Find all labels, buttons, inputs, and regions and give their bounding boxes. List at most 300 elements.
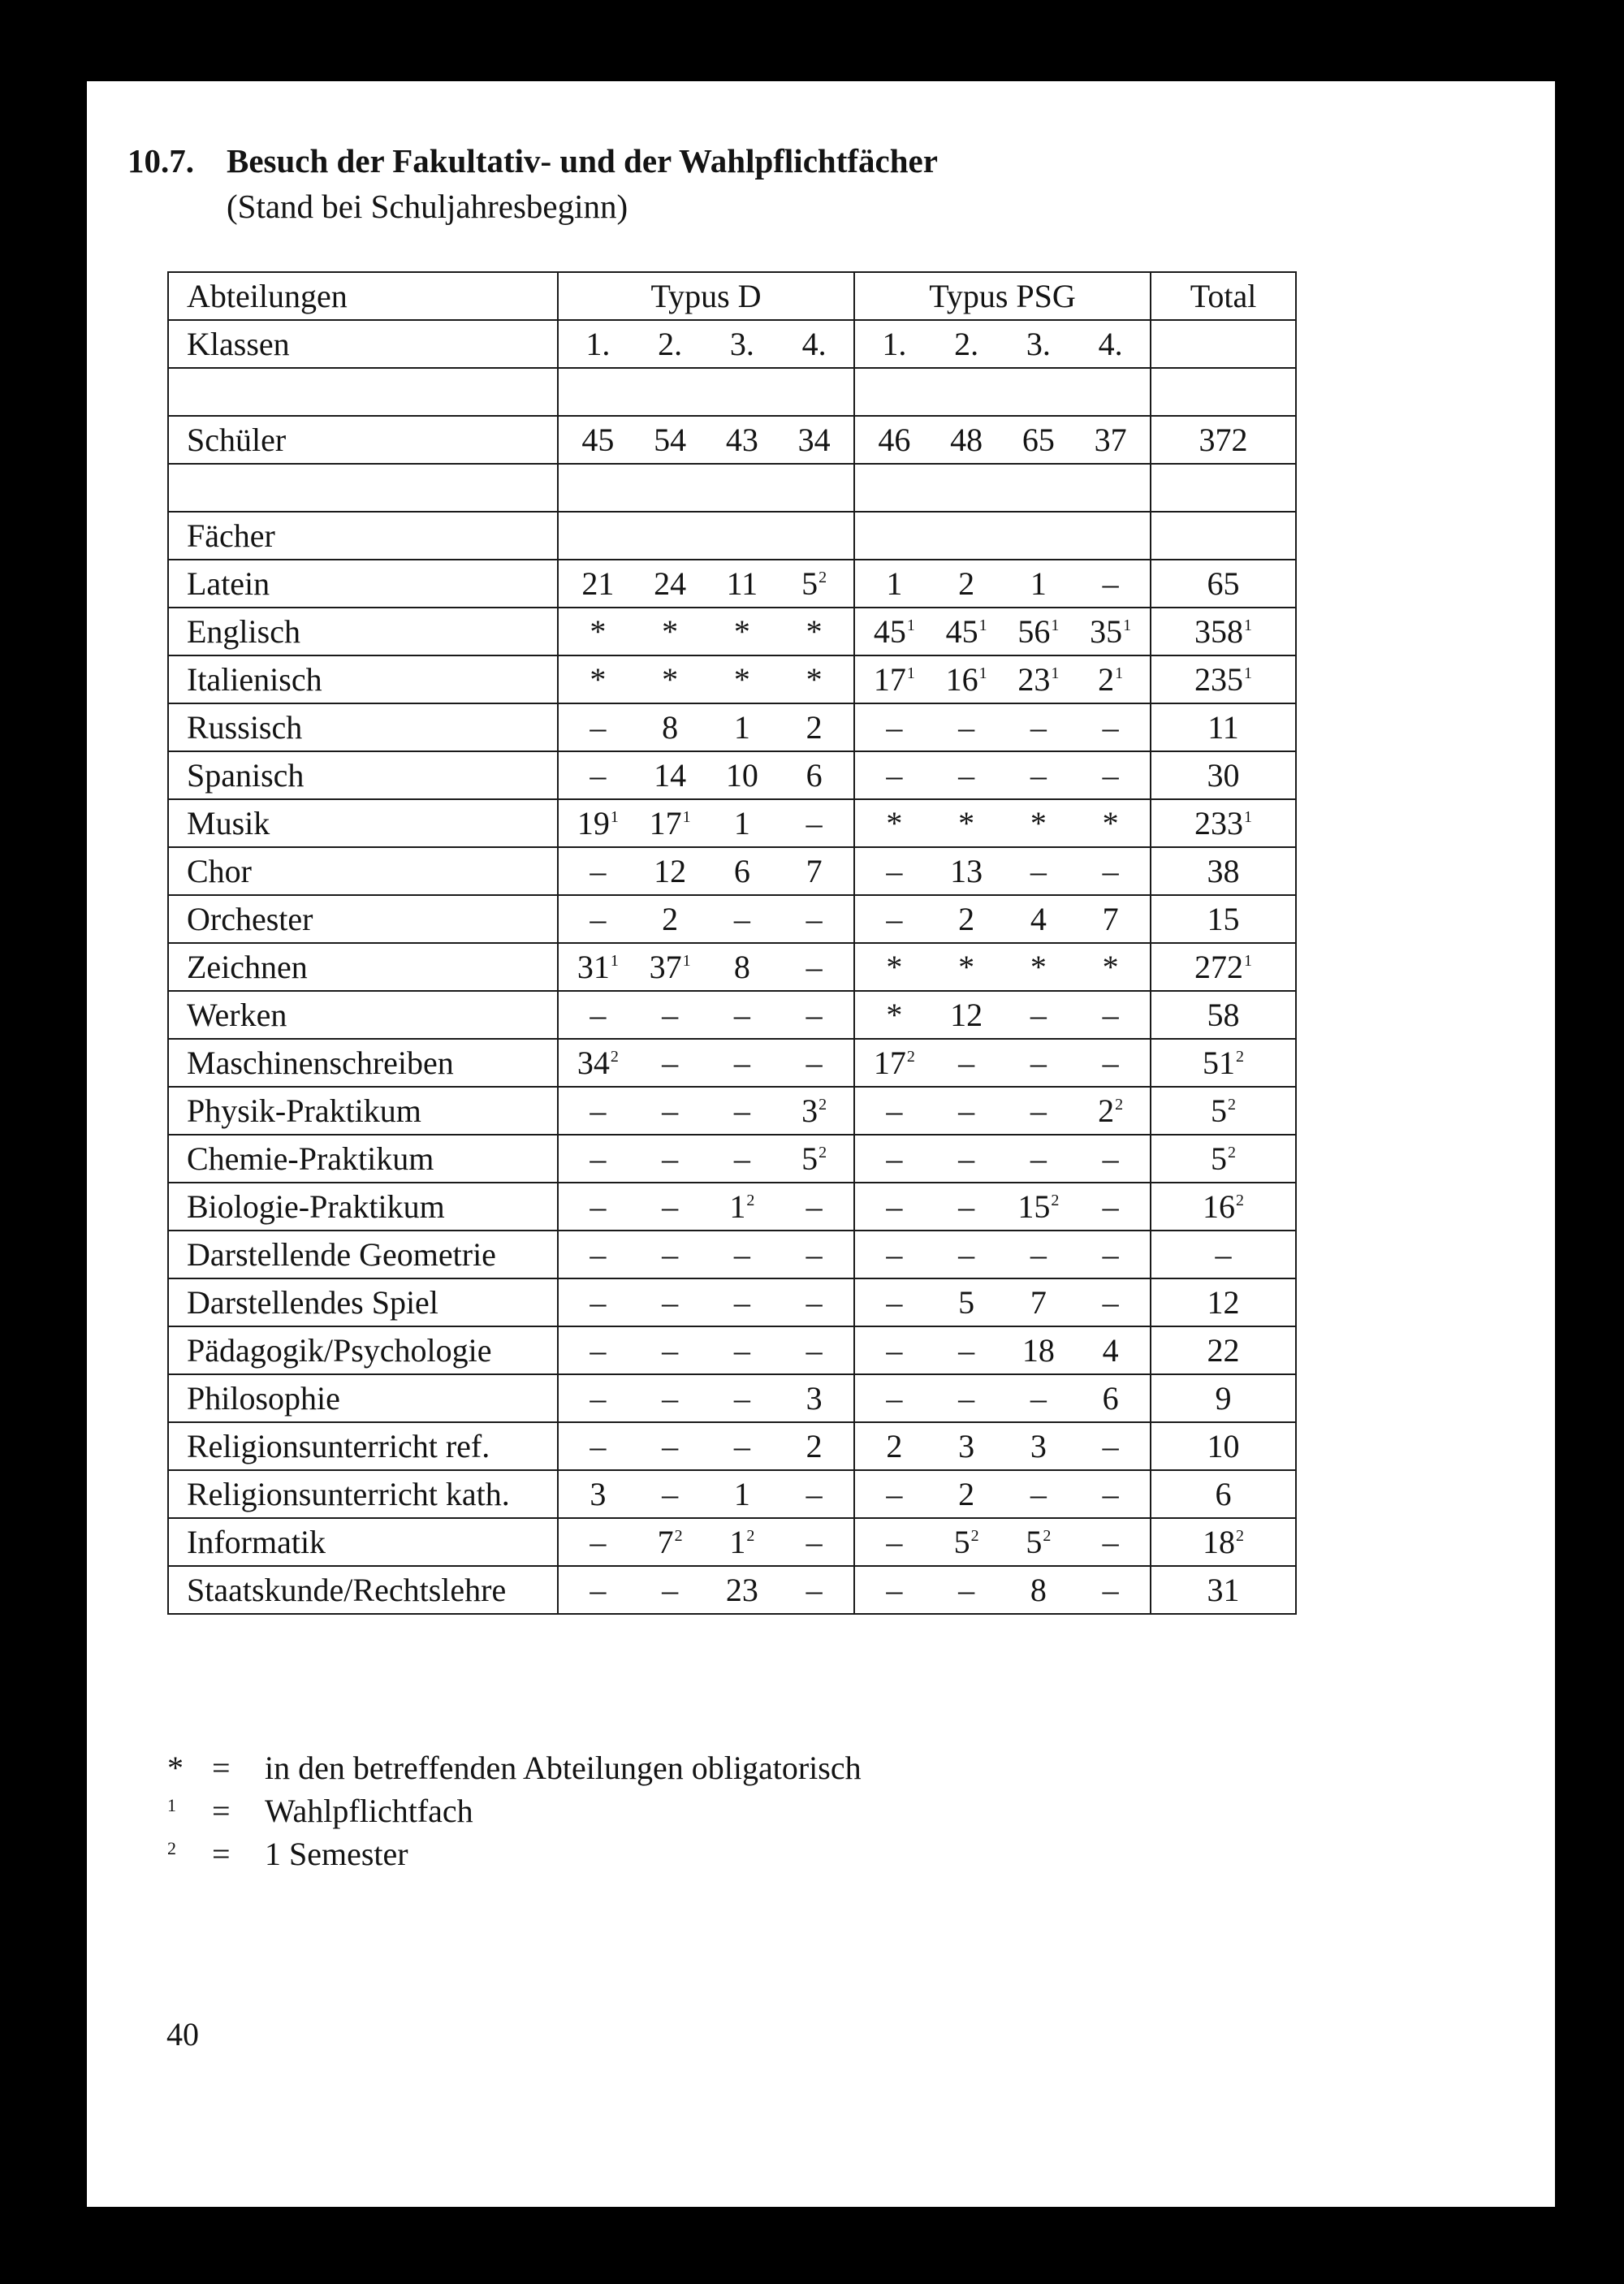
- cell-value: [573, 850, 622, 893]
- footnote-symbol: 2: [167, 1838, 176, 1858]
- cell-number: –: [1102, 1571, 1119, 1608]
- klasse-d-1: 1.: [585, 325, 611, 362]
- cell-value: [942, 1185, 991, 1229]
- cell-number: 2: [1098, 1092, 1115, 1129]
- cells-psg: [854, 799, 1151, 847]
- cell-number: –: [806, 900, 823, 937]
- cell-number: –: [590, 1187, 607, 1225]
- cell-value: [870, 1521, 918, 1564]
- cell-value: [718, 562, 767, 606]
- row-total: [1151, 1422, 1296, 1470]
- cell-number: –: [886, 1283, 903, 1321]
- cell-value: [790, 802, 839, 846]
- cell-value: [573, 658, 622, 702]
- cell-number: –: [590, 1140, 607, 1177]
- cell-number: –: [662, 1475, 679, 1512]
- cell-number: –: [590, 1379, 607, 1417]
- cell-value: [718, 1137, 767, 1181]
- cell-value: [646, 945, 694, 989]
- cells-d: [558, 1566, 854, 1614]
- cell-value: [1014, 1521, 1063, 1564]
- cell-value: [1086, 1041, 1135, 1085]
- cell-value: [942, 610, 991, 654]
- footnote-marker: 1: [978, 664, 987, 682]
- cell-value: [718, 1233, 767, 1277]
- klassen-psg: [854, 320, 1151, 368]
- cell-number: 45: [945, 612, 978, 650]
- footnote-marker: 2: [1236, 1526, 1244, 1545]
- subject-label: Darstellendes Spiel: [168, 1278, 558, 1326]
- cells-d: [558, 1518, 854, 1566]
- cell-number: –: [733, 1044, 750, 1081]
- cells-psg: [854, 1183, 1151, 1231]
- cell-value: [790, 658, 839, 702]
- footnote-marker: 1: [682, 951, 691, 970]
- cell-value: [1086, 610, 1135, 654]
- cell-value: [573, 1041, 622, 1085]
- cell-value: [646, 1521, 694, 1564]
- cell-number: 34: [577, 1044, 610, 1081]
- cell-number: 3: [806, 1379, 823, 1417]
- cell-value: [646, 1568, 694, 1612]
- cell-number: 18: [1021, 1331, 1055, 1369]
- row-total: [1151, 1039, 1296, 1087]
- cell-value: [942, 1089, 991, 1133]
- cell-number: 7: [1102, 900, 1119, 937]
- subject-label: Chemie-Praktikum: [168, 1135, 558, 1183]
- cell-value: [646, 850, 694, 893]
- cell-number: 8: [1030, 1571, 1047, 1608]
- cell-value: [1086, 1425, 1135, 1469]
- footnote-marker: 2: [1228, 1095, 1236, 1114]
- cell-value: [790, 754, 839, 798]
- table-row: [168, 799, 1296, 847]
- page-number: 40: [166, 2016, 199, 2053]
- cell-value: [942, 802, 991, 846]
- cell-value: [942, 1137, 991, 1181]
- cells-psg: [854, 703, 1151, 751]
- table-row: [168, 1470, 1296, 1518]
- cell-number: –: [886, 900, 903, 937]
- cell-value: [870, 993, 918, 1037]
- cell-number: *: [1030, 948, 1047, 985]
- cell-value: [1014, 1329, 1063, 1373]
- cell-value: [646, 1041, 694, 1085]
- cell-number: 24: [654, 565, 687, 602]
- klasse-psg-2: 2.: [954, 325, 979, 362]
- cell-number: *: [958, 804, 975, 841]
- subject-label: Chor: [168, 847, 558, 895]
- blank-row: [168, 368, 1296, 416]
- cell-value: [790, 1041, 839, 1085]
- cell-value: [718, 1089, 767, 1133]
- total-number: –: [1215, 1235, 1232, 1273]
- header-typus-psg: Typus PSG: [854, 272, 1151, 320]
- cell-number: *: [886, 804, 903, 841]
- total-number: 235: [1194, 660, 1243, 698]
- cell-number: 2: [662, 900, 679, 937]
- cell-value: [718, 658, 767, 702]
- cell-number: –: [958, 1140, 975, 1177]
- cell-value: [1014, 754, 1063, 798]
- cells-d: [558, 943, 854, 991]
- cell-value: [942, 1425, 991, 1469]
- cell-value: [1086, 1473, 1135, 1516]
- cell-number: 3: [801, 1092, 818, 1129]
- cell-value: [573, 610, 622, 654]
- total-number: 51: [1203, 1044, 1235, 1081]
- cell-number: –: [1030, 1044, 1047, 1081]
- cell-number: –: [1102, 1475, 1119, 1512]
- cell-number: 2: [1098, 660, 1115, 698]
- cell-number: –: [590, 1571, 607, 1608]
- table-row: [168, 560, 1296, 608]
- cell-number: 3: [958, 1427, 975, 1464]
- cell-value: [870, 706, 918, 750]
- cell-value: [573, 562, 622, 606]
- cells-psg: [854, 895, 1151, 943]
- klassen-total-empty: [1151, 320, 1296, 368]
- cell-value: [1014, 706, 1063, 750]
- footnote-marker: 1: [1051, 616, 1060, 634]
- footnote-marker: 2: [1043, 1526, 1052, 1545]
- cell-number: 7: [657, 1523, 674, 1560]
- cell-number: –: [733, 1379, 750, 1417]
- cell-number: –: [590, 1283, 607, 1321]
- cell-value: [942, 1521, 991, 1564]
- cell-value: [718, 1185, 767, 1229]
- cell-number: –: [958, 756, 975, 794]
- subject-label: Musik: [168, 799, 558, 847]
- cell-number: –: [958, 1331, 975, 1369]
- cell-number: 13: [950, 852, 983, 889]
- cell-number: *: [590, 612, 607, 650]
- cell-number: –: [1102, 756, 1119, 794]
- cell-number: –: [958, 1187, 975, 1225]
- section-subtitle: (Stand bei Schuljahresbeginn): [227, 188, 628, 225]
- footnote-marker: 1: [906, 616, 915, 634]
- cell-value: [1086, 1568, 1135, 1612]
- cell-number: –: [1102, 1235, 1119, 1273]
- cell-number: –: [958, 1571, 975, 1608]
- cell-value: [790, 1329, 839, 1373]
- cell-value: [870, 850, 918, 893]
- row-total: [1151, 1518, 1296, 1566]
- cell-value: [942, 1473, 991, 1516]
- cell-value: [573, 993, 622, 1037]
- cell-value: [646, 1281, 694, 1325]
- cells-d: [558, 1326, 854, 1374]
- cells-d: [558, 655, 854, 703]
- cell-value: [646, 658, 694, 702]
- cell-number: 3: [1030, 1427, 1047, 1464]
- cell-value: [790, 1137, 839, 1181]
- cell-number: 12: [654, 852, 687, 889]
- subject-label: Werken: [168, 991, 558, 1039]
- total-number: 5: [1211, 1092, 1227, 1129]
- subject-label: Philosophie: [168, 1374, 558, 1422]
- schueler-d: [558, 416, 854, 464]
- cells-psg: [854, 1135, 1151, 1183]
- cell-value: [870, 945, 918, 989]
- cell-value: [573, 898, 622, 941]
- cell-number: –: [1102, 1187, 1119, 1225]
- cells-d: [558, 847, 854, 895]
- footnote-marker: 1: [1244, 664, 1252, 682]
- schueler-psg: [854, 416, 1151, 464]
- cell-number: –: [1030, 708, 1047, 746]
- cell-value: [870, 1089, 918, 1133]
- row-total: [1151, 1470, 1296, 1518]
- faecher-row: [168, 512, 1296, 560]
- cell-number: 1: [733, 708, 750, 746]
- total-number: 11: [1207, 708, 1239, 746]
- footnote-symbol: 1: [167, 1795, 176, 1815]
- footnote-marker: 1: [610, 951, 619, 970]
- cell-number: 1: [1030, 565, 1047, 602]
- enrollment-table: [167, 271, 1297, 1615]
- footnote-equals: =: [212, 1793, 231, 1829]
- cell-value: [790, 1233, 839, 1277]
- cells-psg: [854, 1087, 1151, 1135]
- cell-number: –: [886, 852, 903, 889]
- cell-number: –: [733, 996, 750, 1033]
- cell-number: 3: [590, 1475, 607, 1512]
- subject-label: Zeichnen: [168, 943, 558, 991]
- footnote-marker: 2: [746, 1526, 755, 1545]
- cell-number: –: [1102, 996, 1119, 1033]
- cells-d: [558, 1135, 854, 1183]
- subject-label: Orchester: [168, 895, 558, 943]
- subject-label: Pädagogik/Psychologie: [168, 1326, 558, 1374]
- cells-psg: [854, 1374, 1151, 1422]
- cell-number: –: [1102, 708, 1119, 746]
- total-number: 5: [1211, 1140, 1227, 1177]
- cell-number: 1: [729, 1187, 746, 1225]
- cells-d: [558, 1231, 854, 1278]
- cells-d: [558, 1374, 854, 1422]
- cells-d: [558, 751, 854, 799]
- cell-value: [573, 1233, 622, 1277]
- subject-label: Englisch: [168, 608, 558, 655]
- cell-number: *: [806, 660, 823, 698]
- cell-number: –: [733, 1331, 750, 1369]
- row-total: [1151, 895, 1296, 943]
- cell-value: [870, 1329, 918, 1373]
- cells-d: [558, 799, 854, 847]
- table-row: [168, 847, 1296, 895]
- cells-psg: [854, 1039, 1151, 1087]
- cell-value: [942, 1377, 991, 1421]
- cell-number: –: [662, 996, 679, 1033]
- total-number: 233: [1194, 804, 1243, 841]
- footnote-marker: 2: [818, 568, 827, 586]
- cell-value: [1014, 850, 1063, 893]
- cell-number: 45: [873, 612, 906, 650]
- footnote-marker: 2: [1236, 1191, 1244, 1209]
- cell-number: –: [1102, 852, 1119, 889]
- cell-value: [1086, 1185, 1135, 1229]
- table-row: [168, 1231, 1296, 1278]
- total-number: 22: [1207, 1331, 1240, 1369]
- cell-number: 4: [1030, 900, 1047, 937]
- schueler-psg-2: 48: [950, 421, 983, 458]
- total-number: 15: [1207, 900, 1240, 937]
- cell-value: [1086, 1137, 1135, 1181]
- cell-value: [942, 1568, 991, 1612]
- footnote-marker: 2: [970, 1526, 979, 1545]
- cell-value: [718, 1473, 767, 1516]
- cell-number: 2: [806, 708, 823, 746]
- cell-number: –: [806, 804, 823, 841]
- cells-psg: [854, 943, 1151, 991]
- footnote-marker: 2: [1228, 1143, 1236, 1161]
- cell-number: –: [806, 1235, 823, 1273]
- table-row: [168, 991, 1296, 1039]
- cell-number: 15: [1017, 1187, 1051, 1225]
- subject-label: Physik-Praktikum: [168, 1087, 558, 1135]
- cell-value: [870, 1137, 918, 1181]
- cell-value: [1086, 706, 1135, 750]
- cell-number: 14: [654, 756, 687, 794]
- cell-value: [942, 658, 991, 702]
- blank-row: [168, 464, 1296, 512]
- cell-number: –: [806, 1187, 823, 1225]
- cell-value: [573, 1281, 622, 1325]
- cell-value: [646, 1089, 694, 1133]
- cell-value: [573, 1329, 622, 1373]
- row-total: [1151, 991, 1296, 1039]
- cell-number: –: [590, 708, 607, 746]
- cell-value: [646, 610, 694, 654]
- cells-d: [558, 1039, 854, 1087]
- cell-number: –: [806, 1331, 823, 1369]
- cells-psg: [854, 608, 1151, 655]
- cell-number: *: [958, 948, 975, 985]
- cell-number: 1: [729, 1523, 746, 1560]
- cell-value: [646, 993, 694, 1037]
- table-row: [168, 1039, 1296, 1087]
- cell-number: –: [958, 1092, 975, 1129]
- row-total: [1151, 655, 1296, 703]
- cell-value: [573, 754, 622, 798]
- cell-value: [790, 850, 839, 893]
- cells-d: [558, 560, 854, 608]
- cell-number: *: [886, 996, 903, 1033]
- cell-value: [573, 802, 622, 846]
- cell-number: –: [662, 1571, 679, 1608]
- cell-number: –: [806, 1475, 823, 1512]
- cell-value: [573, 1425, 622, 1469]
- footnote-1: [167, 1789, 862, 1832]
- row-total: [1151, 799, 1296, 847]
- cell-value: [1014, 802, 1063, 846]
- footnote-asterisk: [167, 1746, 862, 1789]
- cell-number: –: [886, 1379, 903, 1417]
- cell-number: –: [590, 852, 607, 889]
- cell-number: *: [590, 660, 607, 698]
- cell-value: [870, 1281, 918, 1325]
- table-row: [168, 703, 1296, 751]
- total-number: 65: [1207, 565, 1240, 602]
- cell-value: [942, 1281, 991, 1325]
- cell-value: [1086, 802, 1135, 846]
- row-total: [1151, 1374, 1296, 1422]
- total-number: 272: [1194, 948, 1243, 985]
- header-total: Total: [1151, 272, 1296, 320]
- cell-number: 1: [886, 565, 903, 602]
- cell-number: –: [590, 1092, 607, 1129]
- subject-label: Spanisch: [168, 751, 558, 799]
- footnote-equals: =: [212, 1750, 231, 1786]
- cell-number: 35: [1090, 612, 1123, 650]
- cell-number: –: [886, 756, 903, 794]
- subject-label: Italienisch: [168, 655, 558, 703]
- row-total: [1151, 1087, 1296, 1135]
- cell-value: [790, 610, 839, 654]
- cell-value: [646, 562, 694, 606]
- cell-number: –: [590, 1523, 607, 1560]
- cell-value: [573, 1521, 622, 1564]
- cell-value: [573, 1568, 622, 1612]
- cell-number: *: [662, 612, 679, 650]
- cell-value: [1014, 898, 1063, 941]
- cell-value: [870, 1425, 918, 1469]
- cell-value: [870, 658, 918, 702]
- cell-number: –: [662, 1140, 679, 1177]
- cell-value: [942, 850, 991, 893]
- klassen-row: [168, 320, 1296, 368]
- cells-d: [558, 608, 854, 655]
- cell-number: –: [886, 1475, 903, 1512]
- cell-value: [1014, 1089, 1063, 1133]
- cell-number: 1: [733, 804, 750, 841]
- cell-value: [1086, 1281, 1135, 1325]
- cells-psg: [854, 1422, 1151, 1470]
- cell-number: –: [886, 1523, 903, 1560]
- cell-value: [1086, 658, 1135, 702]
- cell-number: –: [1102, 1140, 1119, 1177]
- cell-value: [1086, 754, 1135, 798]
- table-row: [168, 895, 1296, 943]
- cell-number: 37: [649, 948, 682, 985]
- cell-value: [646, 898, 694, 941]
- cell-number: –: [806, 948, 823, 985]
- cell-number: 6: [733, 852, 750, 889]
- cell-value: [870, 610, 918, 654]
- cell-number: –: [733, 1235, 750, 1273]
- cell-value: [1014, 1281, 1063, 1325]
- cell-value: [718, 1521, 767, 1564]
- cell-number: –: [806, 996, 823, 1033]
- cell-value: [718, 610, 767, 654]
- cell-number: –: [806, 1044, 823, 1081]
- table-row: [168, 1135, 1296, 1183]
- subject-label: Religionsunterricht kath.: [168, 1470, 558, 1518]
- table-row: [168, 655, 1296, 703]
- cell-value: [718, 1425, 767, 1469]
- table-row: [168, 1087, 1296, 1135]
- subject-label: Latein: [168, 560, 558, 608]
- cells-d: [558, 1470, 854, 1518]
- cell-value: [1086, 945, 1135, 989]
- cell-value: [573, 945, 622, 989]
- cell-value: [870, 1041, 918, 1085]
- footnote-marker: 2: [1051, 1191, 1060, 1209]
- cell-number: 7: [806, 852, 823, 889]
- cell-value: [942, 1233, 991, 1277]
- cell-value: [646, 1377, 694, 1421]
